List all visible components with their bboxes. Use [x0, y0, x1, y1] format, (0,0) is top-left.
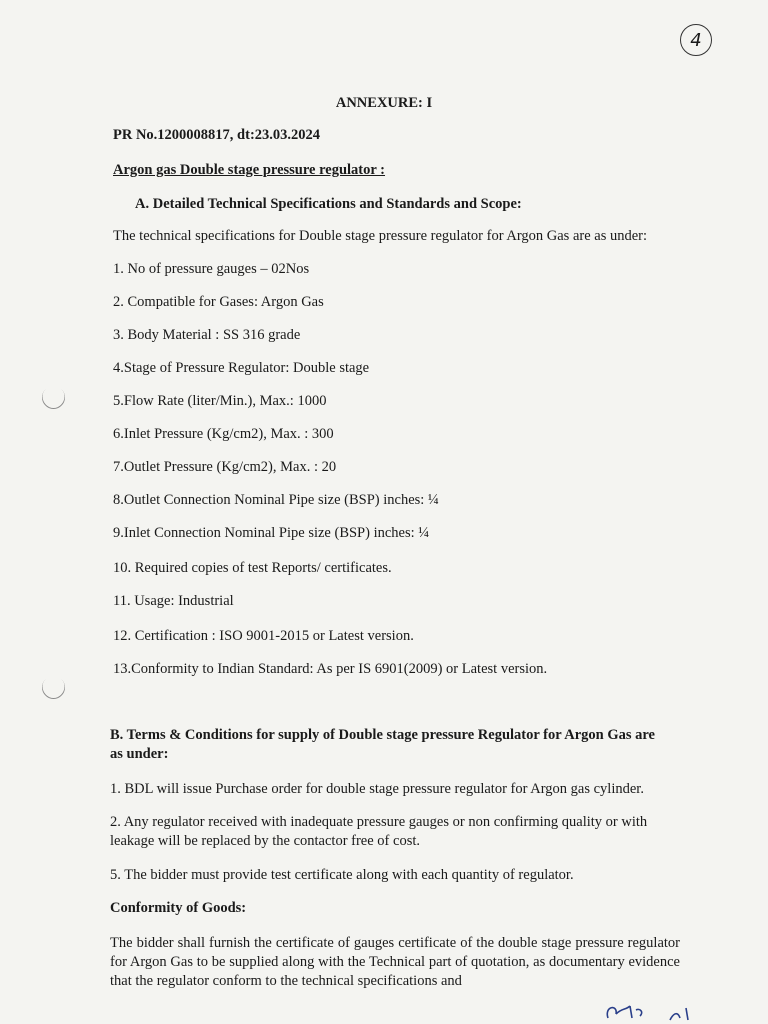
terms-item: 1. BDL will issue Purchase order for double stage pressure regulator for Argon gas cylinder. — [110, 781, 644, 797]
spec-item: 6.Inlet Pressure (Kg/cm2), Max. : 300 — [113, 426, 334, 442]
spec-item: 13.Conformity to Indian Standard: As per IS 6901(2009) or Latest version. — [113, 661, 548, 677]
terms-item: 2. Any regulator received with inadequate pressure gauges or non confirming quality or with leakage will be replaced by the contactor free of cost. — [110, 814, 648, 849]
spec-item: 8.Outlet Connection Nominal Pipe size (BSP) inches: ¼ — [113, 492, 439, 508]
spec-item: 4.Stage of Pressure Regulator: Double stage — [113, 360, 370, 376]
page-number: 4 — [680, 24, 712, 56]
section-a-heading: A. Detailed Technical Specifications and Standards and Scope: — [135, 196, 522, 212]
conformity-text: The bidder shall furnish the certificate of gauges certificate of the double stage pressure regulator for Argon Gas to be supplied along with the Technical part of quotation, as documentary evidence that the regulator conform to the technical specifications and — [110, 935, 680, 989]
spec-item: 2. Compatible for Gases: Argon Gas — [113, 294, 324, 310]
conformity-heading: Conformity of Goods: — [110, 900, 247, 916]
spec-item: 7.Outlet Pressure (Kg/cm2), Max. : 20 — [113, 459, 337, 475]
punch-hole-mark — [37, 671, 70, 704]
spec-item: 1. No of pressure gauges – 02Nos — [113, 261, 310, 277]
subject-heading: Argon gas Double stage pressure regulator : — [113, 162, 386, 178]
spec-item: 3. Body Material : SS 316 grade — [113, 327, 301, 343]
pr-number: PR No.1200008817, dt:23.03.2024 — [113, 127, 321, 143]
punch-hole-mark — [37, 381, 70, 414]
terms-item: 5. The bidder must provide test certificate along with each quantity of regulator. — [110, 867, 574, 883]
spec-item: 9.Inlet Connection Nominal Pipe size (BSP) inches: ¼ — [113, 525, 430, 541]
signature-mark — [600, 998, 710, 1024]
spec-item: 10. Required copies of test Reports/ certificates. — [113, 560, 392, 576]
spec-item: 12. Certification : ISO 9001-2015 or Latest version. — [113, 628, 414, 644]
section-b-heading: B. Terms & Conditions for supply of Double stage pressure Regulator for Argon Gas are as under: — [110, 727, 655, 762]
spec-item: 5.Flow Rate (liter/Min.), Max.: 1000 — [113, 393, 327, 409]
section-a-intro: The technical specifications for Double stage pressure regulator for Argon Gas are as under: — [113, 228, 648, 244]
spec-item: 11. Usage: Industrial — [113, 593, 234, 609]
annexure-title: ANNEXURE: I — [335, 95, 433, 111]
